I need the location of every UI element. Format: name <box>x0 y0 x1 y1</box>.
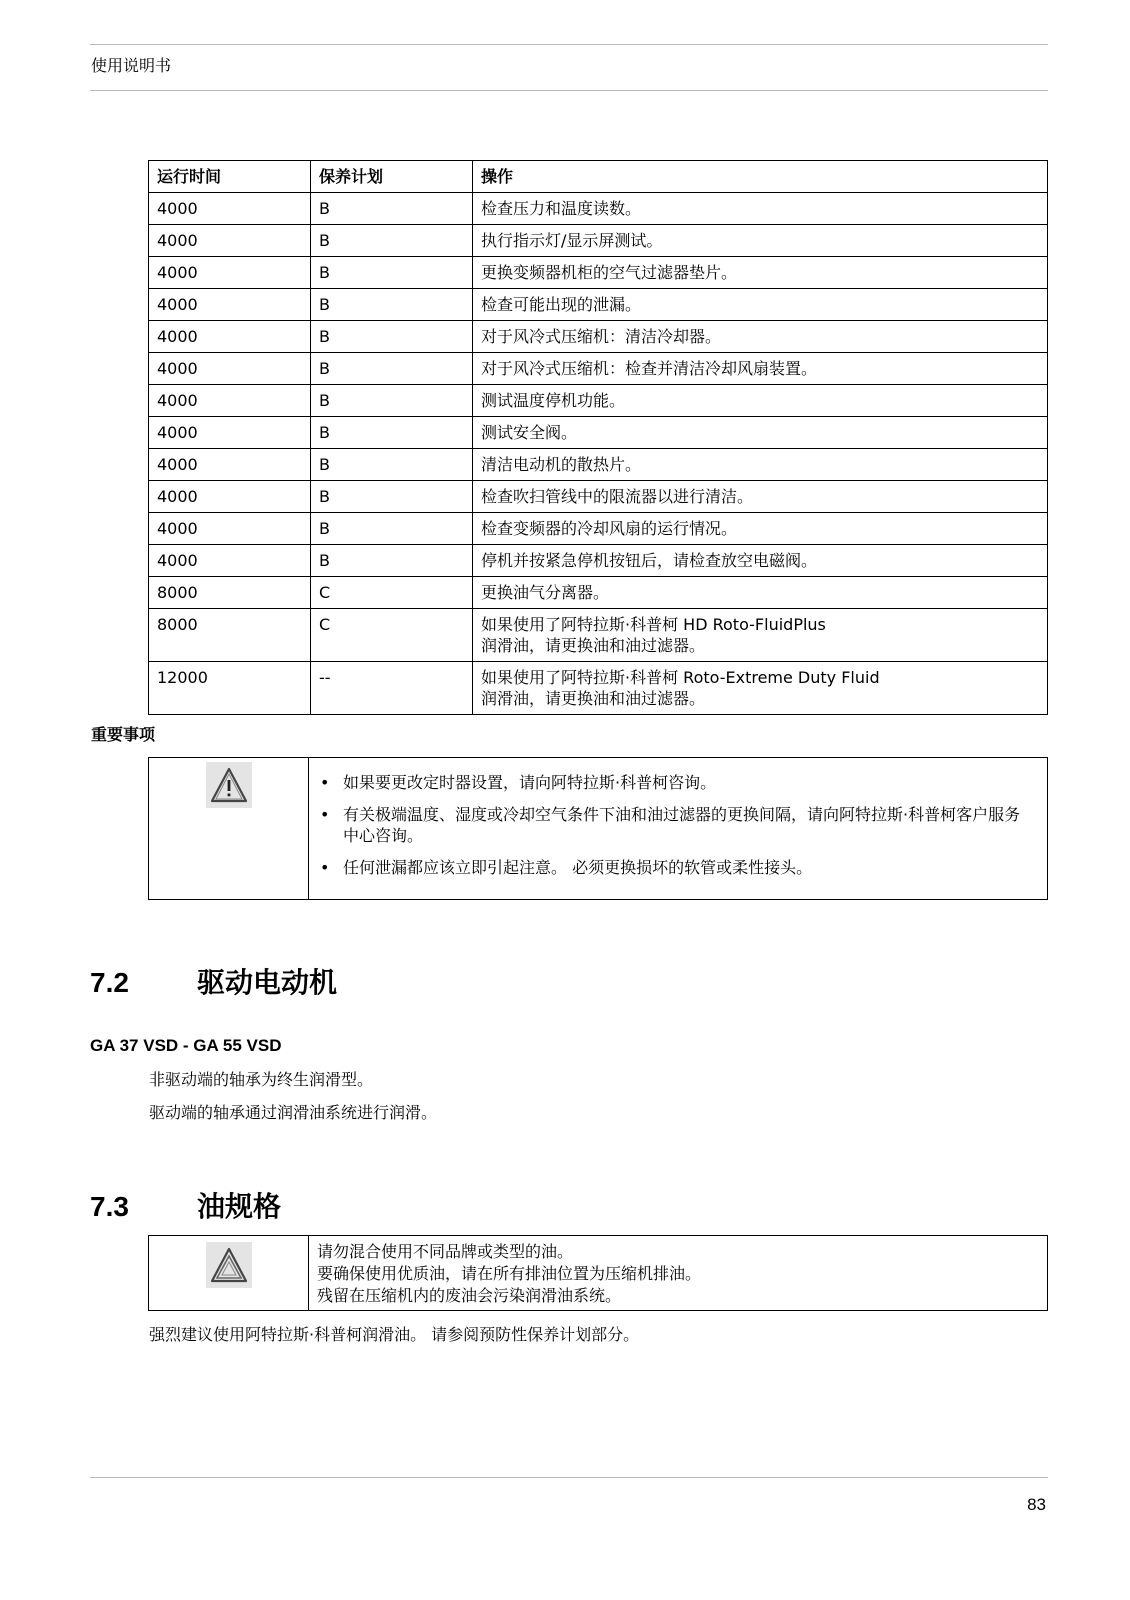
cell-action: 更换变频器机柜的空气过滤器垫片。 <box>473 257 1048 289</box>
table-row <box>149 257 1048 289</box>
column-header-running-hours: 运行时间 <box>149 161 311 193</box>
table-row <box>149 353 1048 385</box>
cell-running-hours: 4000 <box>149 385 311 417</box>
important-notice-box <box>148 757 1048 900</box>
cell-running-hours: 4000 <box>149 193 311 225</box>
header-bottom-rule <box>90 90 1048 91</box>
cell-action: 检查压力和温度读数。 <box>473 193 1048 225</box>
running-header-title: 使用说明书 <box>91 56 172 75</box>
cell-action-line: 如果使用了阿特拉斯·科普柯 HD Roto-FluidPlus <box>481 615 826 634</box>
oil-caution-box <box>148 1235 1048 1311</box>
table-row <box>149 385 1048 417</box>
cell-action-line: 润滑油，请更换油和油过滤器。 <box>481 636 706 655</box>
cell-service-plan: B <box>311 193 473 225</box>
paragraph-oil-recommendation: 强烈建议使用阿特拉斯·科普柯润滑油。 请参阅预防性保养计划部分。 <box>149 1325 640 1344</box>
column-header-service-plan: 保养计划 <box>311 161 473 193</box>
cell-service-plan: B <box>311 225 473 257</box>
section-number: 7.3 <box>90 1191 129 1222</box>
table-row <box>149 513 1048 545</box>
table-row <box>149 481 1048 513</box>
notice-line: 残留在压缩机内的废油会污染润滑油系统。 <box>317 1286 622 1305</box>
section-title: 驱动电动机 <box>197 966 338 999</box>
cell-service-plan: B <box>311 353 473 385</box>
cell-action: 检查可能出现的泄漏。 <box>473 289 1048 321</box>
table-header-row <box>149 161 1048 193</box>
cell-running-hours: 4000 <box>149 513 311 545</box>
cell-running-hours: 8000 <box>149 577 311 609</box>
cell-running-hours: 4000 <box>149 481 311 513</box>
table-row <box>149 417 1048 449</box>
table-row <box>149 449 1048 481</box>
cell-service-plan: B <box>311 513 473 545</box>
header-top-rule <box>90 44 1048 45</box>
paragraph-non-drive-end-bearing: 非驱动端的轴承为终生润滑型。 <box>149 1070 374 1089</box>
important-bullet-list <box>309 758 1047 890</box>
page-number: 83 <box>1027 1495 1046 1514</box>
cell-running-hours: 4000 <box>149 449 311 481</box>
cell-action: 清洁电动机的散热片。 <box>473 449 1048 481</box>
cell-action: 执行指示灯/显示屏测试。 <box>473 225 1048 257</box>
cell-running-hours: 4000 <box>149 289 311 321</box>
cell-action: 更换油气分离器。 <box>473 577 1048 609</box>
cell-service-plan: -- <box>311 662 473 715</box>
list-item: • 任何泄漏都应该立即引起注意。 必须更换损坏的软管或柔性接头。 <box>317 857 1035 878</box>
notice-line: 请勿混合使用不同品牌或类型的油。 <box>317 1242 574 1261</box>
paragraph-drive-end-bearing: 驱动端的轴承通过润滑油系统进行润滑。 <box>149 1103 438 1122</box>
cell-action: 检查变频器的冷却风扇的运行情况。 <box>473 513 1048 545</box>
cell-service-plan: B <box>311 417 473 449</box>
notice-icon-cell <box>149 1236 309 1310</box>
section-title: 油规格 <box>197 1190 282 1223</box>
cell-action <box>473 662 1048 715</box>
cell-service-plan: C <box>311 609 473 662</box>
column-header-action: 操作 <box>473 161 1048 193</box>
list-item: • 有关极端温度、湿度或冷却空气条件下油和油过滤器的更换间隔，请向阿特拉斯·科普柯客户服务中心咨询。 <box>317 804 1035 846</box>
cell-running-hours: 4000 <box>149 321 311 353</box>
model-range-heading: GA 37 VSD - GA 55 VSD <box>90 1036 282 1055</box>
cell-running-hours: 8000 <box>149 609 311 662</box>
cell-action: 测试安全阀。 <box>473 417 1048 449</box>
table-row <box>149 193 1048 225</box>
cell-action <box>473 609 1048 662</box>
cell-running-hours: 4000 <box>149 225 311 257</box>
table-row <box>149 289 1048 321</box>
table-row <box>149 609 1048 662</box>
cell-service-plan: B <box>311 257 473 289</box>
cell-action: 对于风冷式压缩机：检查并清洁冷却风扇装置。 <box>473 353 1048 385</box>
cell-service-plan: B <box>311 545 473 577</box>
cell-service-plan: B <box>311 481 473 513</box>
section-7-3-heading <box>90 1190 281 1224</box>
footer-rule <box>90 1477 1048 1478</box>
notice-icon-cell <box>149 758 309 899</box>
section-number: 7.2 <box>90 967 129 998</box>
section-7-2-heading <box>90 966 337 1000</box>
cell-running-hours: 4000 <box>149 545 311 577</box>
cell-service-plan: C <box>311 577 473 609</box>
cell-running-hours: 4000 <box>149 353 311 385</box>
cell-action-line: 润滑油，请更换油和油过滤器。 <box>481 689 706 708</box>
table-row <box>149 577 1048 609</box>
cell-running-hours: 4000 <box>149 417 311 449</box>
cell-service-plan: B <box>311 321 473 353</box>
maintenance-schedule-table <box>148 160 1048 715</box>
notice-text-cell <box>309 758 1047 899</box>
notice-line: 要确保使用优质油，请在所有排油位置为压缩机排油。 <box>317 1264 702 1283</box>
cell-service-plan: B <box>311 385 473 417</box>
cell-service-plan: B <box>311 289 473 321</box>
cell-action: 测试温度停机功能。 <box>473 385 1048 417</box>
important-notes-heading: 重要事项 <box>91 725 156 744</box>
cell-action: 停机并按紧急停机按钮后，请检查放空电磁阀。 <box>473 545 1048 577</box>
table-row <box>149 662 1048 715</box>
cell-service-plan: B <box>311 449 473 481</box>
notice-text-cell <box>309 1236 1047 1310</box>
cell-running-hours: 4000 <box>149 257 311 289</box>
caution-triangle-icon <box>206 1242 252 1288</box>
table-row <box>149 545 1048 577</box>
table-row <box>149 321 1048 353</box>
warning-triangle-icon <box>206 762 252 808</box>
cell-running-hours: 12000 <box>149 662 311 715</box>
cell-action: 检查吹扫管线中的限流器以进行清洁。 <box>473 481 1048 513</box>
table-row <box>149 225 1048 257</box>
list-item: • 如果要更改定时器设置，请向阿特拉斯·科普柯咨询。 <box>317 772 1035 793</box>
cell-action-line: 如果使用了阿特拉斯·科普柯 Roto-Extreme Duty Fluid <box>481 668 880 687</box>
cell-action: 对于风冷式压缩机：清洁冷却器。 <box>473 321 1048 353</box>
